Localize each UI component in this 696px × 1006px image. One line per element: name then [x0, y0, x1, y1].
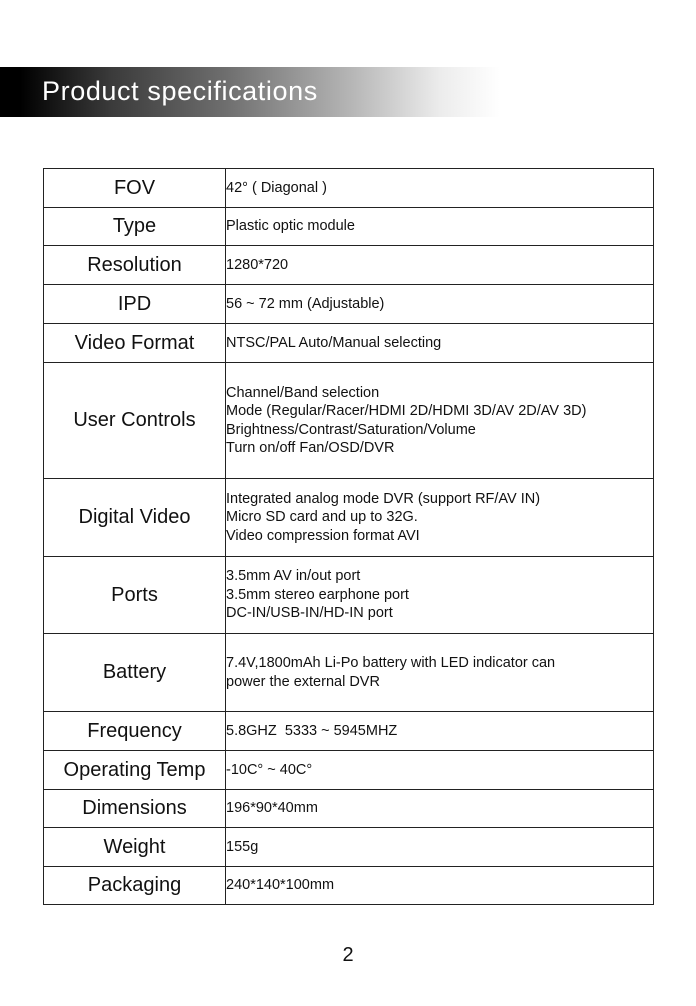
spec-value — [226, 169, 654, 208]
spec-label: Battery — [44, 634, 226, 712]
spec-label: User Controls — [44, 363, 226, 479]
spec-value-line: Turn on/off Fan/OSD/DVR — [226, 440, 395, 456]
spec-label: Digital Video — [44, 479, 226, 557]
spec-label: Ports — [44, 557, 226, 634]
spec-value — [226, 867, 654, 905]
spec-value — [226, 751, 654, 790]
spec-label: IPD — [44, 285, 226, 324]
spec-row-weight — [44, 828, 654, 867]
spec-row-operating-temp — [44, 751, 654, 790]
spec-value-line: Micro SD card and up to 32G. — [226, 509, 418, 526]
spec-value-line: 7.4V,1800mAh Li-Po battery with LED indicator can — [226, 655, 556, 671]
spec-value-line: DC-IN/USB-IN/HD-IN port — [226, 605, 393, 622]
spec-row-fov — [44, 169, 654, 208]
spec-value — [226, 363, 654, 479]
spec-row-battery — [44, 634, 654, 712]
spec-label: Resolution — [44, 246, 226, 285]
spec-value-line: 196*90*40mm — [226, 800, 318, 817]
spec-value-line: 3.5mm AV in/out port — [226, 568, 361, 585]
spec-value-line: 56 ~ 72 mm (Adjustable) — [226, 295, 385, 312]
spec-label: Frequency — [44, 712, 226, 751]
spec-row-frequency — [44, 712, 654, 751]
spec-row-dimensions — [44, 790, 654, 828]
spec-row-ipd — [44, 285, 654, 324]
spec-value — [226, 712, 654, 751]
spec-value — [226, 828, 654, 867]
spec-label: Operating Temp — [44, 751, 226, 790]
spec-row-user-controls — [44, 363, 654, 479]
spec-value — [226, 790, 654, 828]
spec-value — [226, 479, 654, 557]
spec-label: Type — [44, 208, 226, 246]
spec-value-line: 1280*720 — [226, 256, 289, 273]
spec-value — [226, 208, 654, 246]
spec-value-line: -10C° ~ 40C° — [226, 761, 313, 778]
spec-row-packaging — [44, 867, 654, 905]
spec-label: Video Format — [44, 324, 226, 363]
spec-value-line: 42° ( Diagonal ) — [226, 179, 327, 196]
spec-row-resolution — [44, 246, 654, 285]
spec-row-digital-video — [44, 479, 654, 557]
spec-label: Packaging — [44, 867, 226, 905]
spec-row-ports — [44, 557, 654, 634]
spec-value-line: NTSC/PAL Auto/Manual selecting — [226, 334, 442, 351]
page-number: 2 — [342, 944, 354, 966]
spec-table — [43, 168, 654, 905]
spec-value-line: 5.8GHZ 5333 ~ 5945MHZ — [226, 722, 398, 739]
spec-value — [226, 324, 654, 363]
spec-value-line: Mode (Regular/Racer/HDMI 2D/HDMI 3D/AV 2D/AV 3D) — [226, 403, 587, 419]
spec-value — [226, 285, 654, 324]
spec-value — [226, 634, 654, 712]
spec-value-line: Integrated analog mode DVR (support RF/AV IN) — [226, 490, 541, 507]
spec-row-video-format — [44, 324, 654, 363]
spec-value — [226, 246, 654, 285]
spec-value-line: 240*140*100mm — [226, 877, 335, 894]
spec-label: FOV — [44, 169, 226, 208]
spec-value-line: Channel/Band selection — [226, 384, 380, 401]
spec-value — [226, 557, 654, 634]
spec-value-line: power the external DVR — [226, 673, 380, 690]
spec-label: Weight — [44, 828, 226, 867]
section-header-banner — [0, 67, 500, 117]
spec-value-line: Plastic optic module — [226, 218, 355, 235]
spec-value-line: Video compression format AVI — [226, 527, 420, 544]
spec-row-type — [44, 208, 654, 246]
spec-label: Dimensions — [44, 790, 226, 828]
spec-value-line: 155g — [226, 838, 259, 855]
page-title: Product specifications — [42, 76, 318, 106]
spec-value-line: Brightness/Contrast/Saturation/Volume — [226, 421, 476, 438]
spec-value-line: 3.5mm stereo earphone port — [226, 586, 409, 603]
